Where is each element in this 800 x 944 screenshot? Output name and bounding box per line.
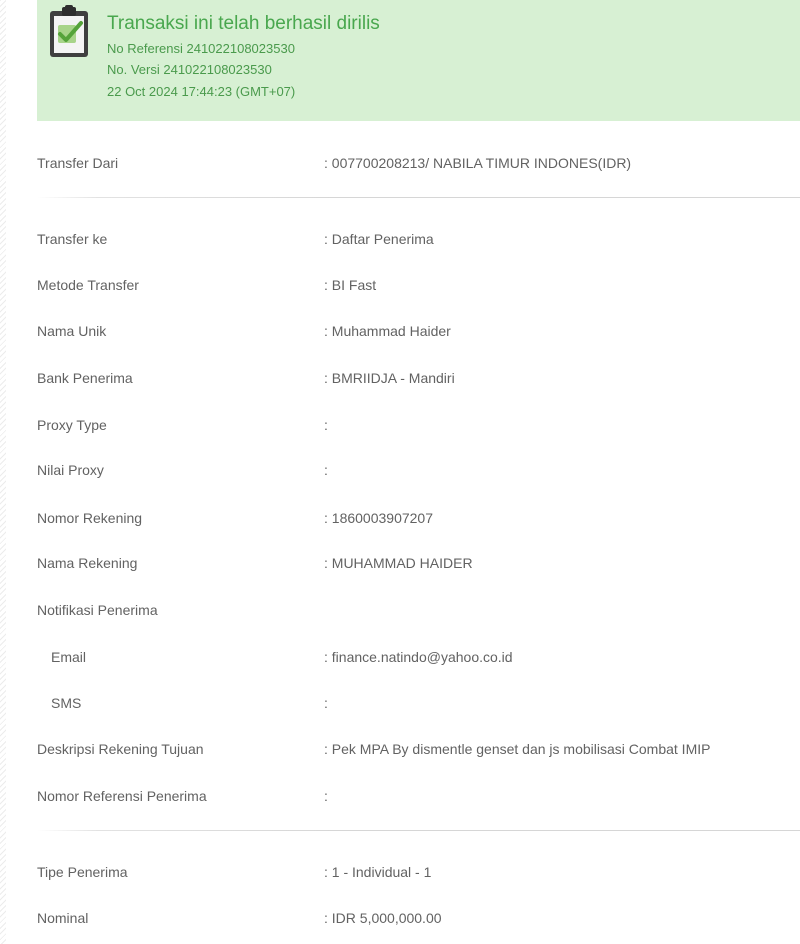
row-value: : Pek MPA By dismentle genset dan js mobilisasi Combat IMIP [324, 741, 711, 757]
detail-row-sms [0, 692, 800, 714]
row-value: : BMRIIDJA - Mandiri [324, 370, 455, 386]
detail-row-transfer-ke [0, 228, 800, 250]
row-label: Transfer Dari [37, 155, 119, 171]
row-value: : [324, 695, 328, 711]
row-label: Transfer ke [37, 231, 108, 247]
section-divider [37, 197, 800, 198]
row-value: : [324, 462, 328, 478]
row-value: : Muhammad Haider [324, 323, 451, 339]
row-value: : BI Fast [324, 277, 377, 293]
row-value: : [324, 417, 328, 433]
detail-row-metode-transfer [0, 274, 800, 296]
row-label: Metode Transfer [37, 277, 139, 293]
row-value: : finance.natindo@yahoo.co.id [324, 649, 513, 665]
detail-row-deskripsi-rekening-tujuan [0, 738, 800, 760]
row-label: Nomor Rekening [37, 510, 143, 526]
row-value: : IDR 5,000,000.00 [324, 910, 442, 926]
success-banner [37, 0, 800, 121]
row-label: Tipe Penerima [37, 864, 128, 880]
row-value: : 1 - Individual - 1 [324, 864, 432, 880]
row-label: Nilai Proxy [37, 462, 104, 478]
detail-row-notifikasi-penerima [0, 599, 800, 621]
section-divider [37, 830, 800, 831]
clipboard-check-icon [49, 5, 91, 59]
row-label: Email [51, 649, 87, 665]
detail-row-nilai-proxy [0, 459, 800, 481]
row-value: : [324, 788, 328, 804]
row-label: Bank Penerima [37, 370, 133, 386]
transaction-timestamp: 22 Oct 2024 17:44:23 (GMT+07) [107, 84, 296, 99]
detail-row-bank-penerima [0, 367, 800, 389]
version-number: No. Versi 241022108023530 [107, 62, 272, 77]
banner-title: Transaksi ini telah berhasil dirilis [107, 13, 380, 34]
row-label: Notifikasi Penerima [37, 602, 158, 618]
detail-row-nama-unik [0, 320, 800, 342]
detail-row-email [0, 646, 800, 668]
detail-row-proxy-type [0, 414, 800, 436]
row-label: Nama Rekening [37, 555, 138, 571]
row-value: : 1860003907207 [324, 510, 433, 526]
detail-row-tipe-penerima [0, 861, 800, 883]
row-label: Proxy Type [37, 417, 107, 433]
detail-row-nama-rekening [0, 552, 800, 574]
detail-row-nominal [0, 907, 800, 929]
row-value: : Daftar Penerima [324, 231, 434, 247]
row-label: Nomor Referensi Penerima [37, 788, 207, 804]
reference-number: No Referensi 241022108023530 [107, 41, 295, 56]
row-label: Nominal [37, 910, 89, 926]
row-value: : 007700208213/ NABILA TIMUR INDONES(IDR) [324, 155, 632, 171]
row-value: : MUHAMMAD HAIDER [324, 555, 473, 571]
row-label: Deskripsi Rekening Tujuan [37, 741, 204, 757]
detail-row-nomor-rekening [0, 507, 800, 529]
detail-row-nomor-referensi-penerima [0, 785, 800, 807]
detail-row-transfer-dari [0, 152, 800, 174]
row-label: SMS [51, 695, 82, 711]
row-label: Nama Unik [37, 323, 107, 339]
